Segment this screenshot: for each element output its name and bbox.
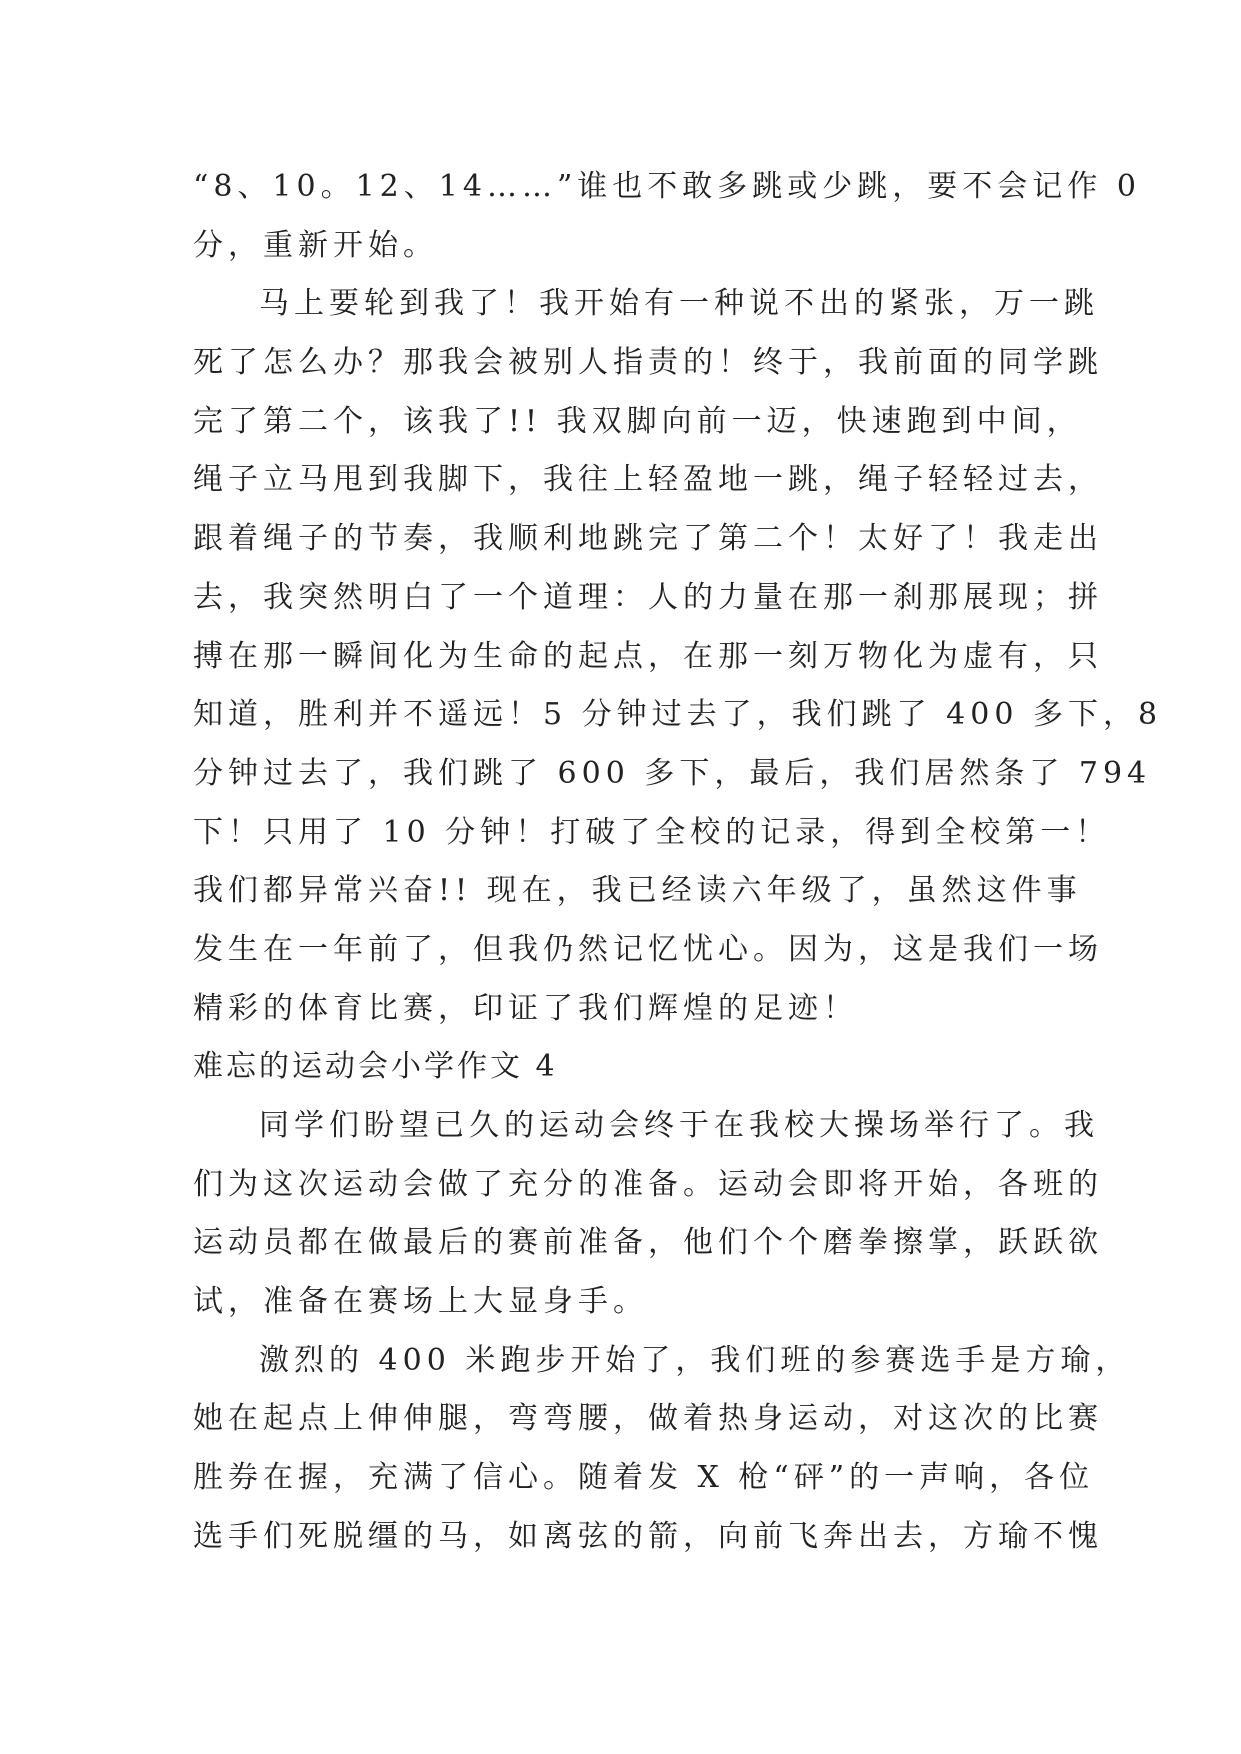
text-line: 精彩的体育比赛，印证了我们辉煌的足迹！ (193, 990, 858, 1026)
paragraph-start-line: 激烈的 400 米跑步开始了，我们班的参赛选手是方瑜， (259, 1342, 1131, 1378)
text-line: 们为这次运动会做了充分的准备。运动会即将开始，各班的 (193, 1166, 1103, 1202)
text-line: 运动员都在做最后的赛前准备，他们个个磨拳擦掌，跃跃欲 (193, 1225, 1103, 1261)
text-line: 试，准备在赛场上大显身手。 (193, 1284, 648, 1320)
text-line: 分钟过去了，我们跳了 600 多下，最后，我们居然条了 794 (193, 755, 1152, 791)
text-line: 我们都异常兴奋!! 现在，我已经读六年级了，虽然这件事 (193, 873, 1082, 909)
text-line: 完了第二个，该我了!! 我双脚向前一迈，快速跑到中间， (193, 403, 1082, 439)
text-line: 下！只用了 10 分钟！打破了全校的记录，得到全校第一！ (193, 814, 1111, 850)
paragraph-start-line: 马上要轮到我了！我开始有一种说不出的紧张，万一跳 (259, 286, 1099, 322)
text-line: 绳子立马甩到我脚下，我往上轻盈地一跳，绳子轻轻过去， (193, 462, 1103, 498)
text-line: 选手们死脱缰的马，如离弦的箭，向前飞奔出去，方瑜不愧 (193, 1518, 1103, 1554)
text-line: 胜券在握，充满了信心。随着发 X 枪“砰”的一声响，各位 (193, 1460, 1095, 1496)
text-line: 分，重新开始。 (193, 227, 438, 263)
text-line: 发生在一年前了，但我仍然记忆忧心。因为，这是我们一场 (193, 931, 1103, 967)
text-line: “8、10。12、14……”谁也不敢多跳或少跳，要不会记作 0 (193, 169, 1141, 204)
text-line: 死了怎么办？那我会被别人指责的！终于，我前面的同学跳 (193, 345, 1103, 381)
text-line: 去，我突然明白了一个道理：人的力量在那一刹那展现；拼 (193, 579, 1103, 615)
text-line: 搏在那一瞬间化为生命的起点，在那一刻万物化为虚有，只 (193, 638, 1103, 674)
text-line: 知道，胜利并不遥远！5 分钟过去了，我们跳了 400 多下，8 (193, 697, 1163, 733)
text-line: 她在起点上伸伸腿，弯弯腰，做着热身运动，对这次的比赛 (193, 1401, 1103, 1437)
paragraph-start-line: 同学们盼望已久的运动会终于在我校大操场举行了。我 (259, 1108, 1099, 1143)
essay-text (193, 158, 1163, 1567)
text-line: 跟着绳子的节奏，我顺利地跳完了第二个！太好了！我走出 (193, 521, 1103, 557)
section-heading: 难忘的运动会小学作文 4 (193, 1049, 558, 1085)
